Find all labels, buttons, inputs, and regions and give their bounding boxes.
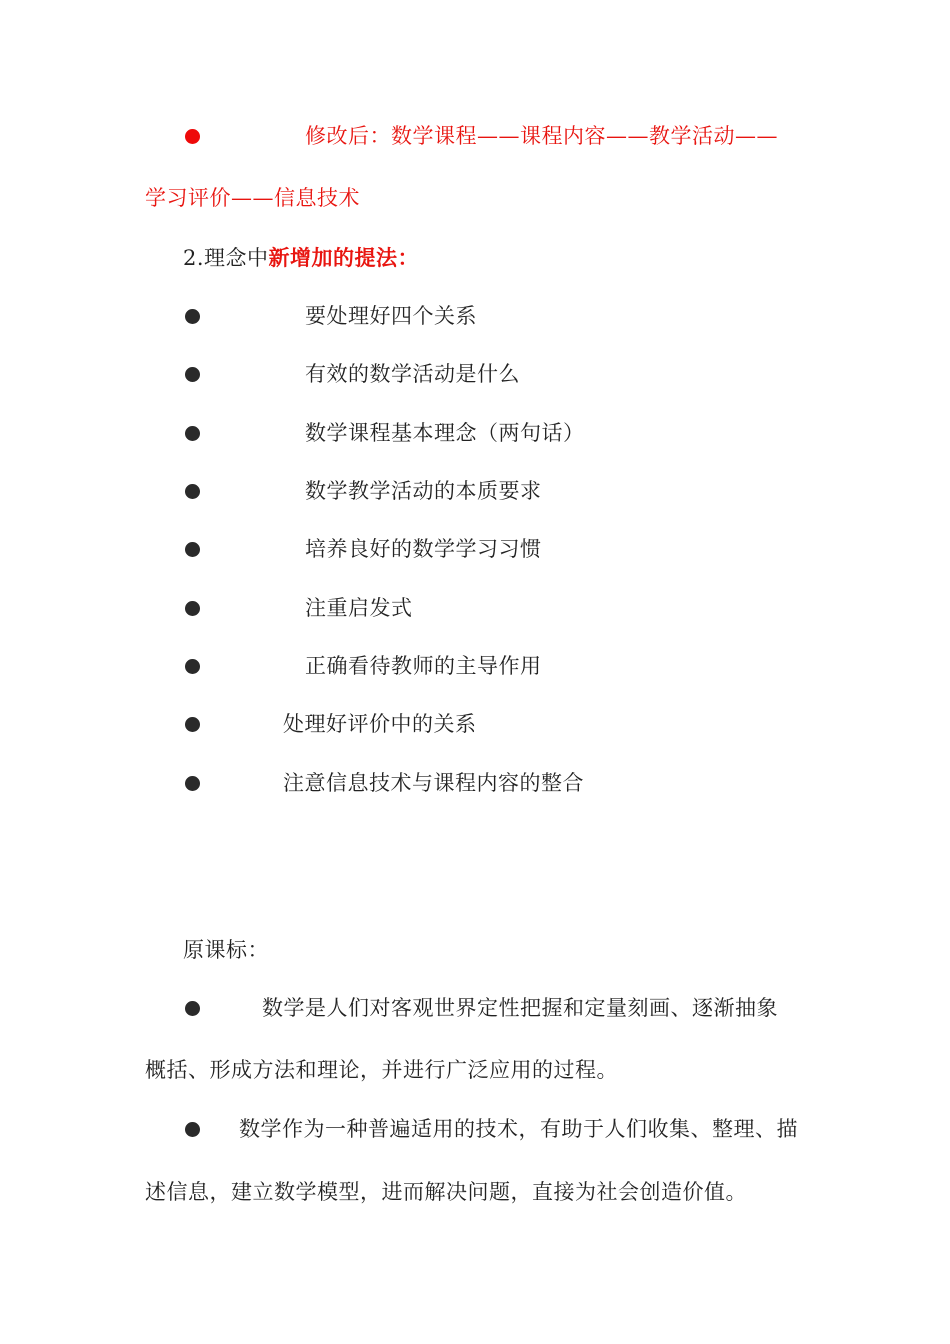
list-item: 正确看待教师的主导作用 xyxy=(305,654,542,678)
bullet-icon xyxy=(185,367,200,382)
bullet-icon xyxy=(185,309,200,324)
revised-line-2: 学习评价——信息技术 xyxy=(145,186,360,210)
original-para-1-line-1: 数学是人们对客观世界定性把握和定量刻画、逐渐抽象 xyxy=(262,996,778,1020)
bullet-icon xyxy=(185,601,200,616)
section-heading-prefix: 2.理念中 xyxy=(183,246,269,270)
section-heading xyxy=(183,244,419,272)
bullet-icon xyxy=(185,1122,200,1137)
list-item: 注重启发式 xyxy=(305,596,413,620)
revised-line-1: 修改后：数学课程——课程内容——教学活动—— xyxy=(305,124,778,148)
list-item: 处理好评价中的关系 xyxy=(283,712,477,736)
bullet-icon xyxy=(185,1001,200,1016)
bullet-icon xyxy=(185,426,200,441)
list-item: 培养良好的数学学习习惯 xyxy=(305,537,542,561)
bullet-icon xyxy=(185,484,200,499)
list-item: 注意信息技术与课程内容的整合 xyxy=(283,771,584,795)
bullet-icon xyxy=(185,776,200,791)
bullet-icon xyxy=(185,717,200,732)
bullet-icon xyxy=(185,129,200,144)
bullet-icon xyxy=(185,659,200,674)
list-item: 数学课程基本理念（两句话） xyxy=(305,421,585,445)
original-para-1-line-2: 概括、形成方法和理论，并进行广泛应用的过程。 xyxy=(145,1058,618,1082)
list-item: 要处理好四个关系 xyxy=(305,304,477,328)
section-heading-highlight: 新增加的提法： xyxy=(268,245,420,270)
list-item: 数学教学活动的本质要求 xyxy=(305,479,542,503)
list-item: 有效的数学活动是什么 xyxy=(305,362,520,386)
bullet-icon xyxy=(185,542,200,557)
original-heading: 原课标： xyxy=(183,938,269,962)
original-para-2-line-2: 述信息，建立数学模型，进而解决问题，直接为社会创造价值。 xyxy=(145,1180,747,1204)
original-para-2-line-1: 数学作为一种普遍适用的技术，有助于人们收集、整理、描 xyxy=(239,1117,798,1141)
